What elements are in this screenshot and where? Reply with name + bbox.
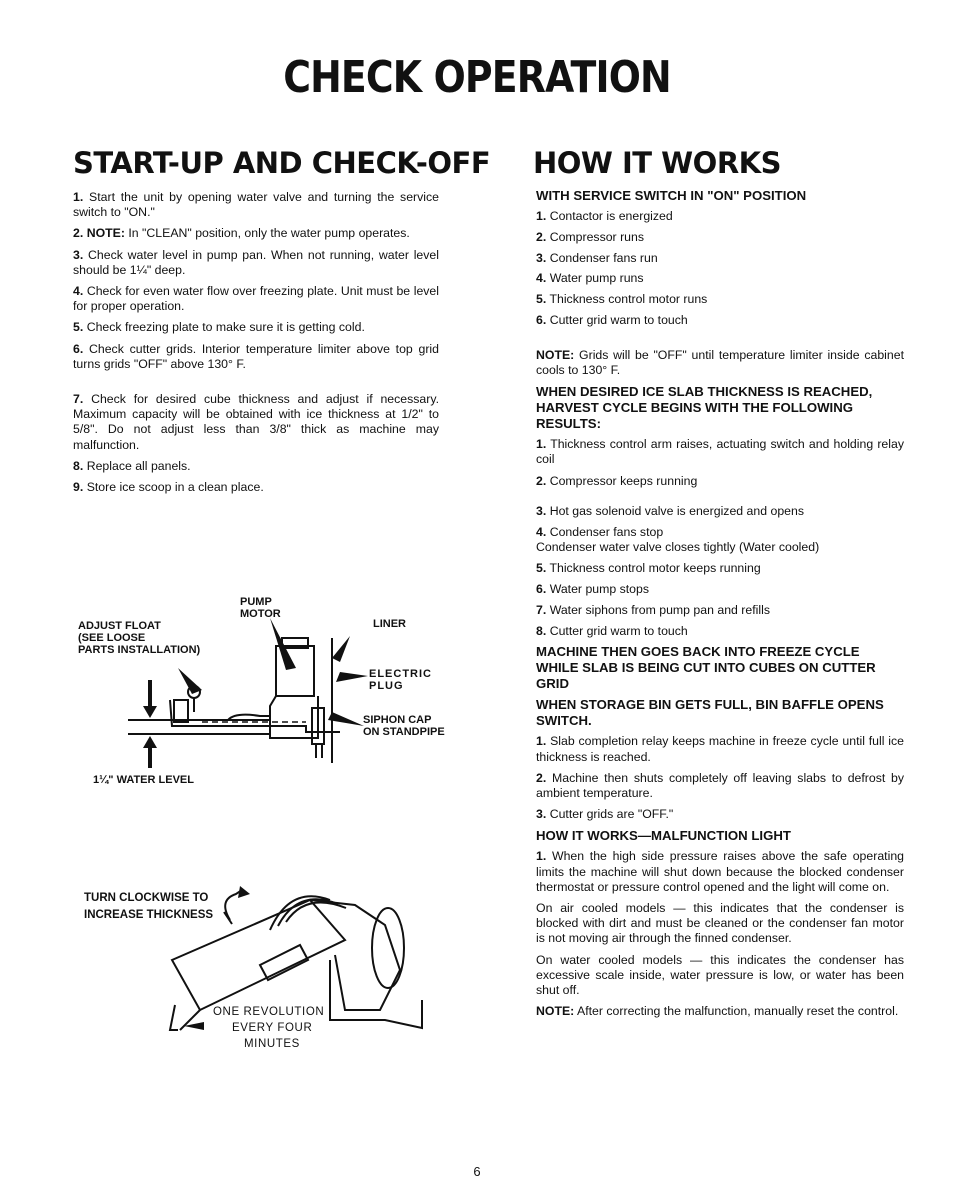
bin-item: 3. Cutter grids are "OFF." bbox=[536, 807, 674, 822]
startup-item: 3. Check water level in pump pan. When not running, water level should be 1¼" deep. bbox=[73, 247, 439, 277]
electric-plug-label: ELECTRIC PLUG bbox=[369, 668, 432, 692]
on-item: 1. Contactor is energized bbox=[536, 209, 673, 223]
how-it-works-title: HOW IT WORKS bbox=[533, 146, 782, 180]
harvest-item: 5. Thickness control motor keeps running bbox=[536, 561, 761, 576]
startup-item: 1. Start the unit by opening water valve and turning the service switch to "ON." bbox=[73, 190, 439, 220]
on-position-heading: WITH SERVICE SWITCH IN "ON" POSITION bbox=[536, 188, 807, 203]
harvest-item: 8. Cutter grid warm to touch bbox=[536, 623, 688, 638]
startup-item: 4. Check for even water flow over freezing plate. Unit must be level for proper operation. bbox=[73, 284, 439, 314]
on-item: 4. Water pump runs bbox=[536, 271, 644, 286]
harvest-heading: WHEN DESIRED ICE SLAB THICKNESS IS REACHED, HARVEST CYCLE BEGINS WITH THE FOLLOWING RESULTS: bbox=[536, 384, 873, 432]
page-number: 6 bbox=[473, 1164, 481, 1179]
startup-item: 6. Check cutter grids. Interior temperature limiter above top grid turns grids "OFF" above 130° F. bbox=[73, 341, 439, 371]
harvest-item: 4. Condenser fans stop Condenser water valve closes tightly (Water cooled) bbox=[536, 525, 820, 555]
startup-item: 9. Store ice scoop in a clean place. bbox=[73, 480, 264, 495]
bin-full-heading: WHEN STORAGE BIN GETS FULL, BIN BAFFLE OPENS SWITCH. bbox=[536, 697, 884, 729]
harvest-item: 6. Water pump stops bbox=[536, 581, 650, 596]
harvest-item: 7. Water siphons from pump pan and refills bbox=[536, 602, 770, 617]
turn-clockwise-label: TURN CLOCKWISE TO INCREASE THICKNESS bbox=[84, 892, 214, 921]
minutes-label: MINUTES bbox=[244, 1038, 300, 1050]
pump-motor-label: PUMP MOTOR bbox=[240, 596, 281, 620]
water-level-label: 1¼" WATER LEVEL bbox=[93, 774, 194, 786]
harvest-item-extra: Condenser water valve closes tightly (Water cooled) bbox=[536, 540, 820, 555]
freeze-cycle-heading: MACHINE THEN GOES BACK INTO FREEZE CYCLE WHILE SLAB IS BEING CUT INTO CUBES ON CUTTER GRID bbox=[536, 644, 876, 692]
startup-item: 7. Check for desired cube thickness and adjust if necessary. Maximum capacity will be obtained with ice thickness at 1/2" to 5/8". Do not adjust less than 3/8" thick as machine may malfunction. bbox=[73, 392, 439, 452]
thickness-control-drawing bbox=[160, 880, 430, 1040]
startup-item: 5. Check freezing plate to make sure it is getting cold. bbox=[73, 320, 365, 335]
bin-item: 2. Machine then shuts completely off leaving slabs to defrost by ambient temperature. bbox=[536, 770, 904, 800]
startup-item: 2. NOTE: In "CLEAN" position, only the water pump operates. bbox=[73, 226, 410, 241]
pump-pan-drawing bbox=[110, 608, 380, 778]
startup-title: START-UP AND CHECK-OFF bbox=[73, 146, 491, 180]
on-item: 5. Thickness control motor runs bbox=[536, 292, 708, 307]
harvest-item: 1. Thickness control arm raises, actuating switch and holding relay coil bbox=[536, 437, 904, 467]
harvest-item: 2. Compressor keeps running bbox=[536, 473, 698, 488]
startup-column bbox=[73, 190, 439, 501]
how-it-works-column bbox=[536, 188, 904, 1025]
one-revolution-label: ONE REVOLUTION bbox=[213, 1006, 325, 1018]
on-item: 6. Cutter grid warm to touch bbox=[536, 312, 688, 327]
every-four-label: EVERY FOUR bbox=[232, 1022, 313, 1034]
reset-note: NOTE: After correcting the malfunction, manually reset the control. bbox=[536, 1004, 899, 1019]
malfunction-item: 1. When the high side pressure raises above the safe operating limits the machine will shut down because the blocked condenser thermostat or pressure control opened and the light will come on. bbox=[536, 849, 904, 894]
air-cooled-text: On air cooled models — this indicates that the condenser is blocked with dirt and must be cleaned or the condenser fan motor is not moving air through the finned condenser. bbox=[536, 901, 904, 946]
harvest-item: 3. Hot gas solenoid valve is energized and opens bbox=[536, 504, 804, 519]
on-item: 2. Compressor runs bbox=[536, 229, 644, 244]
on-item: 3. Condenser fans run bbox=[536, 250, 658, 265]
grids-note: NOTE: Grids will be "OFF" until temperature limiter inside cabinet cools to 130° F. bbox=[536, 347, 904, 377]
siphon-cap-label: SIPHON CAP ON STANDPIPE bbox=[363, 714, 445, 738]
page-title: CHECK OPERATION bbox=[283, 52, 671, 103]
startup-item: 8. Replace all panels. bbox=[73, 458, 191, 473]
adjust-float-label: ADJUST FLOAT (SEE LOOSE PARTS INSTALLATION) bbox=[78, 620, 201, 656]
bin-item: 1. Slab completion relay keeps machine in freeze cycle until full ice thickness is reached. bbox=[536, 734, 905, 764]
water-cooled-text: On water cooled models — this indicates the condenser has excessive scale inside, water pressure is low, or water has been shut off. bbox=[536, 952, 904, 998]
liner-label: LINER bbox=[373, 618, 406, 630]
malfunction-heading: HOW IT WORKS—MALFUNCTION LIGHT bbox=[536, 828, 791, 844]
